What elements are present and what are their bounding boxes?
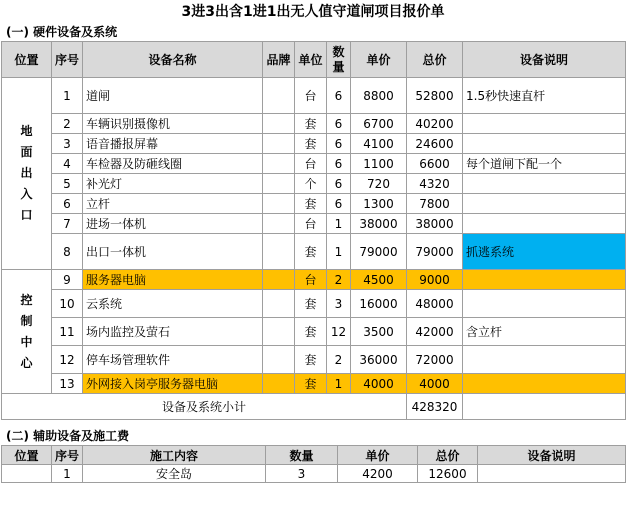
cell-brand [263, 174, 295, 194]
cell-qty: 3 [327, 290, 351, 318]
cell-desc [463, 374, 626, 394]
cell-brand [263, 134, 295, 154]
table-row [2, 78, 626, 114]
aux-header-desc: 设备说明 [478, 446, 626, 465]
cell-qty: 6 [327, 78, 351, 114]
cell-seq: 4 [52, 154, 83, 174]
cell-seq: 2 [52, 114, 83, 134]
section2-heading: (二) 辅助设备及施工费 [6, 429, 130, 443]
cell-desc [463, 174, 626, 194]
cell-price: 3500 [351, 318, 407, 346]
cell-seq: 6 [52, 194, 83, 214]
table-row [2, 134, 626, 154]
aux-desc [478, 465, 626, 483]
table-row [2, 194, 626, 214]
cell-total: 38000 [407, 214, 463, 234]
cell-price: 6700 [351, 114, 407, 134]
aux-total: 12600 [418, 465, 478, 483]
cell-name: 进场一体机 [83, 214, 263, 234]
cell-desc [463, 290, 626, 318]
auxiliary-table [1, 445, 626, 483]
cell-brand [263, 318, 295, 346]
cell-desc [463, 134, 626, 154]
cell-qty: 1 [327, 374, 351, 394]
header-brand: 品牌 [263, 42, 295, 78]
cell-qty: 6 [327, 134, 351, 154]
cell-brand [263, 234, 295, 270]
subtotal-row [2, 394, 626, 420]
cell-name: 服务器电脑 [83, 270, 263, 290]
cell-name: 语音播报屏幕 [83, 134, 263, 154]
cell-total: 4000 [407, 374, 463, 394]
cell-brand [263, 194, 295, 214]
cell-name: 车检器及防砸线圈 [83, 154, 263, 174]
aux-header-content: 施工内容 [83, 446, 266, 465]
table-row [2, 234, 626, 270]
group-ground-entrance: 地 面 出 入 口 [2, 78, 52, 270]
group-control-center: 控 制 中 心 [2, 270, 52, 394]
cell-seq: 10 [52, 290, 83, 318]
cell-name: 出口一体机 [83, 234, 263, 270]
cell-desc [463, 194, 626, 214]
cell-price: 1100 [351, 154, 407, 174]
cell-qty: 6 [327, 174, 351, 194]
cell-brand [263, 154, 295, 174]
cell-seq: 13 [52, 374, 83, 394]
header-desc: 设备说明 [463, 42, 626, 78]
cell-total: 42000 [407, 318, 463, 346]
cell-total: 40200 [407, 114, 463, 134]
cell-seq: 1 [52, 78, 83, 114]
cell-name: 立杆 [83, 194, 263, 214]
cell-price: 4000 [351, 374, 407, 394]
cell-unit: 套 [295, 114, 327, 134]
cell-price: 79000 [351, 234, 407, 270]
cell-total: 4320 [407, 174, 463, 194]
header-seq: 序号 [52, 42, 83, 78]
aux-header-row [2, 446, 626, 465]
cell-unit: 台 [295, 154, 327, 174]
cell-brand [263, 374, 295, 394]
cell-unit: 台 [295, 214, 327, 234]
cell-unit: 套 [295, 318, 327, 346]
cell-name: 补光灯 [83, 174, 263, 194]
cell-price: 38000 [351, 214, 407, 234]
cell-total: 9000 [407, 270, 463, 290]
table-row [2, 114, 626, 134]
hardware-table [1, 41, 626, 420]
cell-unit: 个 [295, 174, 327, 194]
header-name: 设备名称 [83, 42, 263, 78]
cell-qty: 1 [327, 234, 351, 270]
table-row [2, 154, 626, 174]
header-total: 总价 [407, 42, 463, 78]
cell-name: 场内监控及萤石 [83, 318, 263, 346]
header-pos: 位置 [2, 42, 52, 78]
cell-desc [463, 270, 626, 290]
cell-total: 24600 [407, 134, 463, 154]
cell-desc: 每个道闸下配一个 [463, 154, 626, 174]
aux-price: 4200 [338, 465, 418, 483]
cell-desc: 1.5秒快速直杆 [463, 78, 626, 114]
cell-unit: 套 [295, 374, 327, 394]
cell-seq: 7 [52, 214, 83, 234]
table-row [2, 174, 626, 194]
cell-unit: 套 [295, 194, 327, 214]
cell-desc [463, 114, 626, 134]
aux-qty: 3 [266, 465, 338, 483]
cell-price: 4100 [351, 134, 407, 154]
cell-desc [463, 346, 626, 374]
section1-heading: (一) 硬件设备及系统 [6, 25, 118, 39]
table-row [2, 214, 626, 234]
cell-qty: 6 [327, 114, 351, 134]
header-unit: 单位 [295, 42, 327, 78]
cell-qty: 6 [327, 154, 351, 174]
cell-total: 79000 [407, 234, 463, 270]
cell-unit: 套 [295, 134, 327, 154]
cell-price: 16000 [351, 290, 407, 318]
sheet-title: 3进3出含1进1出无人值守道闸项目报价单 [181, 4, 445, 20]
cell-qty: 12 [327, 318, 351, 346]
cell-unit: 套 [295, 346, 327, 374]
aux-header-price: 单价 [338, 446, 418, 465]
cell-name: 云系统 [83, 290, 263, 318]
cell-total: 52800 [407, 78, 463, 114]
cell-name: 道闸 [83, 78, 263, 114]
aux-row [2, 465, 626, 483]
cell-unit: 台 [295, 78, 327, 114]
cell-brand [263, 270, 295, 290]
cell-brand [263, 214, 295, 234]
cell-total: 6600 [407, 154, 463, 174]
cell-seq: 5 [52, 174, 83, 194]
cell-price: 8800 [351, 78, 407, 114]
header-row [2, 42, 626, 78]
cell-seq: 8 [52, 234, 83, 270]
cell-desc: 含立杆 [463, 318, 626, 346]
cell-price: 4500 [351, 270, 407, 290]
cell-name: 车辆识别摄像机 [83, 114, 263, 134]
cell-price: 720 [351, 174, 407, 194]
table-row [2, 346, 626, 374]
cell-seq: 12 [52, 346, 83, 374]
aux-header-qty: 数量 [266, 446, 338, 465]
cell-price: 1300 [351, 194, 407, 214]
cell-qty: 6 [327, 194, 351, 214]
cell-total: 7800 [407, 194, 463, 214]
cell-brand [263, 346, 295, 374]
cell-total: 48000 [407, 290, 463, 318]
cell-seq: 11 [52, 318, 83, 346]
subtotal-label: 设备及系统小计 [2, 394, 407, 420]
cell-unit: 台 [295, 270, 327, 290]
cell-unit: 套 [295, 234, 327, 270]
cell-name: 外网接入岗亭服务器电脑 [83, 374, 263, 394]
table-row [2, 290, 626, 318]
aux-header-total: 总价 [418, 446, 478, 465]
aux-header-pos: 位置 [2, 446, 52, 465]
cell-qty: 2 [327, 270, 351, 290]
cell-qty: 1 [327, 214, 351, 234]
cell-brand [263, 114, 295, 134]
aux-content: 安全岛 [83, 465, 266, 483]
cell-seq: 9 [52, 270, 83, 290]
table-row [2, 270, 626, 290]
cell-brand [263, 78, 295, 114]
cell-total: 72000 [407, 346, 463, 374]
table-row [2, 318, 626, 346]
aux-header-seq: 序号 [52, 446, 83, 465]
cell-unit: 套 [295, 290, 327, 318]
header-qty: 数量 [327, 42, 351, 78]
cell-brand [263, 290, 295, 318]
subtotal-value: 428320 [407, 394, 463, 420]
aux-seq: 1 [52, 465, 83, 483]
cell-desc: 抓逃系统 [463, 234, 626, 270]
table-row [2, 374, 626, 394]
cell-desc [463, 214, 626, 234]
cell-qty: 2 [327, 346, 351, 374]
cell-price: 36000 [351, 346, 407, 374]
cell-seq: 3 [52, 134, 83, 154]
cell-name: 停车场管理软件 [83, 346, 263, 374]
header-price: 单价 [351, 42, 407, 78]
